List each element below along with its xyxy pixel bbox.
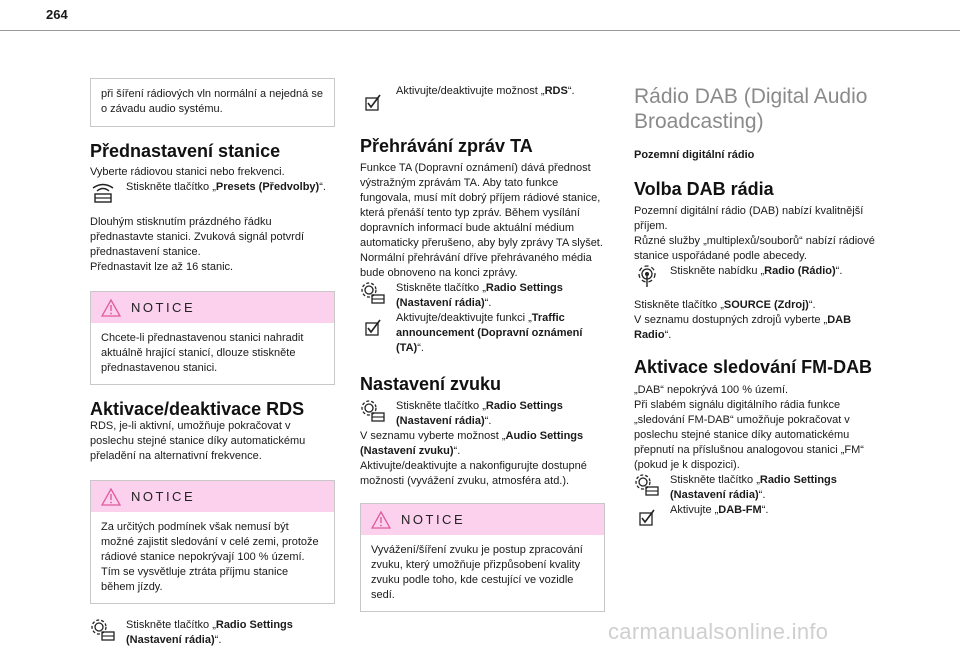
volba-step-bold: Radio (Rádio): [764, 265, 836, 277]
volba-line2-bold: DAB Radio: [634, 314, 852, 341]
radio-antenna-icon: [634, 264, 662, 290]
checkbox-icon: [634, 505, 662, 531]
sound-line1: [360, 429, 605, 459]
volba-line2-post: “.: [664, 329, 672, 341]
sound-step1-bold: Radio Settings (Nastavení rádia): [396, 400, 563, 427]
dab-subtitle: Pozemní digitální rádio: [634, 149, 755, 161]
volba-line1-post: “.: [808, 299, 816, 311]
checkbox-icon: [360, 315, 388, 341]
ta-step2-bold: Traffic announcement (Dopravní oznámení (TA): [396, 312, 583, 354]
sound-step1-post: “.: [484, 415, 492, 427]
notice-label-1: NOTICE: [131, 300, 196, 315]
volba-step-pre: Stiskněte nabídku „: [670, 265, 765, 277]
rds-step: [360, 84, 605, 116]
radio-settings-icon: [90, 618, 118, 644]
volba-text1: Pozemní digitální rádio (DAB) nabízí kvalitnější příjem.: [634, 205, 864, 232]
sound-line1-post: “.: [453, 445, 461, 457]
volba-text2: Různé služby „multiplexů/souborů“ nabízí rádiové stanice uspořádané podle abecedy.: [634, 235, 875, 262]
notice-text-3: Vyvážení/šíření zvuku je postup zpracování zvuku, který umožňuje přizpůsobení kvality zvuku podle toho, kde cestující ve vozidle sedí.: [371, 544, 583, 601]
warning-icon: [101, 299, 121, 317]
fm-text2: Při slabém signálu digitálního rádia funkce „sledování FM-DAB“ umožňuje pokračovat v poslechu stejné stanice díky automatickému přepnutí na příslušnou analogovou stanici „FM“ (pokud je k dispozici).: [634, 399, 864, 471]
fm-step1-post: “.: [758, 489, 766, 501]
ta-step-2: [360, 311, 605, 356]
volba-step: [634, 264, 879, 290]
fm-step1-pre: Stiskněte tlačítko „: [670, 474, 760, 486]
volba-line1: [634, 298, 879, 313]
intro-text: při šíření rádiových vln normální a nejedná se o závadu audio systému.: [101, 88, 323, 115]
ta-heading: Přehrávání zpráv TA: [360, 136, 533, 156]
sound-line1-bold: Audio Settings (Nastavení zvuku): [360, 430, 584, 457]
presets-para2: Dlouhým stisknutím prázdného řádku přednastavte stanici. Zvuková signál potvrdí přednastavení stanice.: [90, 216, 305, 258]
settings-step: [90, 618, 335, 648]
notice-box-3: [360, 503, 605, 612]
dab-title: Rádio DAB (Digital Audio Broadcasting): [634, 85, 868, 133]
volba-line2-pre: V seznamu dostupných zdrojů vyberte „: [634, 314, 828, 326]
presets-para3: Přednastavit lze až 16 stanic.: [90, 261, 234, 273]
notice-header-2: [91, 481, 334, 512]
presets-icon: [90, 180, 118, 206]
sound-line2: Aktivujte/deaktivujte a nakonfigurujte dostupné možnosti (vyvážení zvuku, atmosféra atd.).: [360, 460, 587, 487]
fm-step2-post: “.: [761, 504, 769, 516]
radio-settings-icon: [360, 281, 388, 307]
presets-line1: Vyberte rádiovou stanici nebo frekvenci.: [90, 166, 285, 178]
radio-settings-icon: [634, 473, 662, 499]
ta-step1-post: “.: [484, 297, 492, 309]
settings-step-pre: Stiskněte tlačítko „: [126, 619, 216, 631]
sound-step-1: [360, 399, 605, 429]
volba-line2: [634, 313, 879, 343]
sound-line1-pre: V seznamu vyberte možnost „: [360, 430, 506, 442]
ta-step1-pre: Stiskněte tlačítko „: [396, 282, 486, 294]
page-number: 264: [46, 7, 68, 22]
column-3: [634, 84, 879, 531]
warning-icon: [371, 511, 391, 529]
volba-line1-pre: Stiskněte tlačítko „: [634, 299, 724, 311]
notice-text-1: Chcete-li přednastavenou stanici nahradit aktuálně hrající stanicí, dlouze stiskněte přednastavenou stanici.: [101, 332, 304, 374]
ta-step2-post: “.: [417, 342, 424, 354]
presets-step-bold: Presets (Předvolby): [215, 181, 320, 193]
presets-step: [90, 180, 335, 206]
notice-box-2: [90, 480, 335, 604]
rds-text: RDS, je-li aktivní, umožňuje pokračovat v poslechu stejné stanice díky automatickému přeladění na alternativní frekvence.: [90, 420, 306, 462]
rds-step-bold: RDS: [544, 85, 568, 97]
presets-step-pre: Stiskněte tlačítko „: [126, 181, 216, 193]
fm-heading: Aktivace sledování FM-DAB: [634, 357, 873, 377]
rds-step-pre: Aktivujte/deaktivujte možnost „: [396, 85, 545, 97]
rds-heading: Aktivace/deaktivace RDS: [90, 399, 305, 419]
volba-line1-bold: SOURCE (Zdroj): [723, 299, 809, 311]
notice-text-2: Za určitých podmínek však nemusí být možné zajistit sledování v celé zemi, protože rádiové stanice nepokrývají 100 % území. Tím se vysvětluje ztráta příjmu stanice během jízdy.: [101, 521, 319, 593]
sound-heading: Nastavení zvuku: [360, 374, 502, 394]
column-1: [90, 78, 335, 648]
fm-step-1: [634, 473, 879, 503]
fm-text1: „DAB“ nepokrývá 100 % území.: [634, 384, 789, 396]
fm-step1-bold: Radio Settings (Nastavení rádia): [670, 474, 837, 501]
warning-icon: [101, 488, 121, 506]
column-2: [360, 84, 605, 612]
fm-step2-bold: DAB-FM: [718, 504, 762, 516]
radio-settings-icon: [360, 399, 388, 425]
ta-step-1: [360, 281, 605, 311]
notice-header-3: [361, 504, 604, 535]
notice-box-1: [90, 291, 335, 385]
ta-text: Funkce TA (Dopravní oznámení) dává přednost výstražným zprávám TA. Aby tato funkce fungovala, musí mít dobrý příjem rádiové stanice, která přenáší tento typ zpráv. Během vysílání dopravních informací bude aktuální médium automaticky přerušeno, aby byly zprávy TA slyšet. Normální přehrávání dříve přehrávaného média bude obnoveno na konci zprávy.: [360, 162, 603, 279]
sound-step1-pre: Stiskněte tlačítko „: [396, 400, 486, 412]
settings-step-bold: Radio Settings (Nastavení rádia): [126, 619, 293, 646]
ta-step1-bold: Radio Settings (Nastavení rádia): [396, 282, 563, 309]
notice-label-3: NOTICE: [401, 512, 466, 527]
settings-step-post: “.: [214, 634, 222, 646]
fm-step2-pre: Aktivujte „: [670, 504, 719, 516]
fm-step-2: [634, 503, 879, 531]
presets-heading: Přednastavení stanice: [90, 141, 281, 161]
rds-step-post: “.: [567, 85, 575, 97]
intro-box: [90, 78, 335, 127]
checkbox-icon: [360, 90, 388, 116]
presets-step-post: “.: [319, 181, 326, 193]
header-rule: [0, 30, 960, 31]
notice-label-2: NOTICE: [131, 489, 196, 504]
ta-step2-pre: Aktivujte/deaktivujte funkci „: [396, 312, 532, 324]
volba-heading: Volba DAB rádia: [634, 179, 774, 199]
notice-header-1: [91, 292, 334, 323]
watermark: carmanualsonline.info: [608, 619, 829, 644]
volba-step-post: “.: [835, 265, 843, 277]
